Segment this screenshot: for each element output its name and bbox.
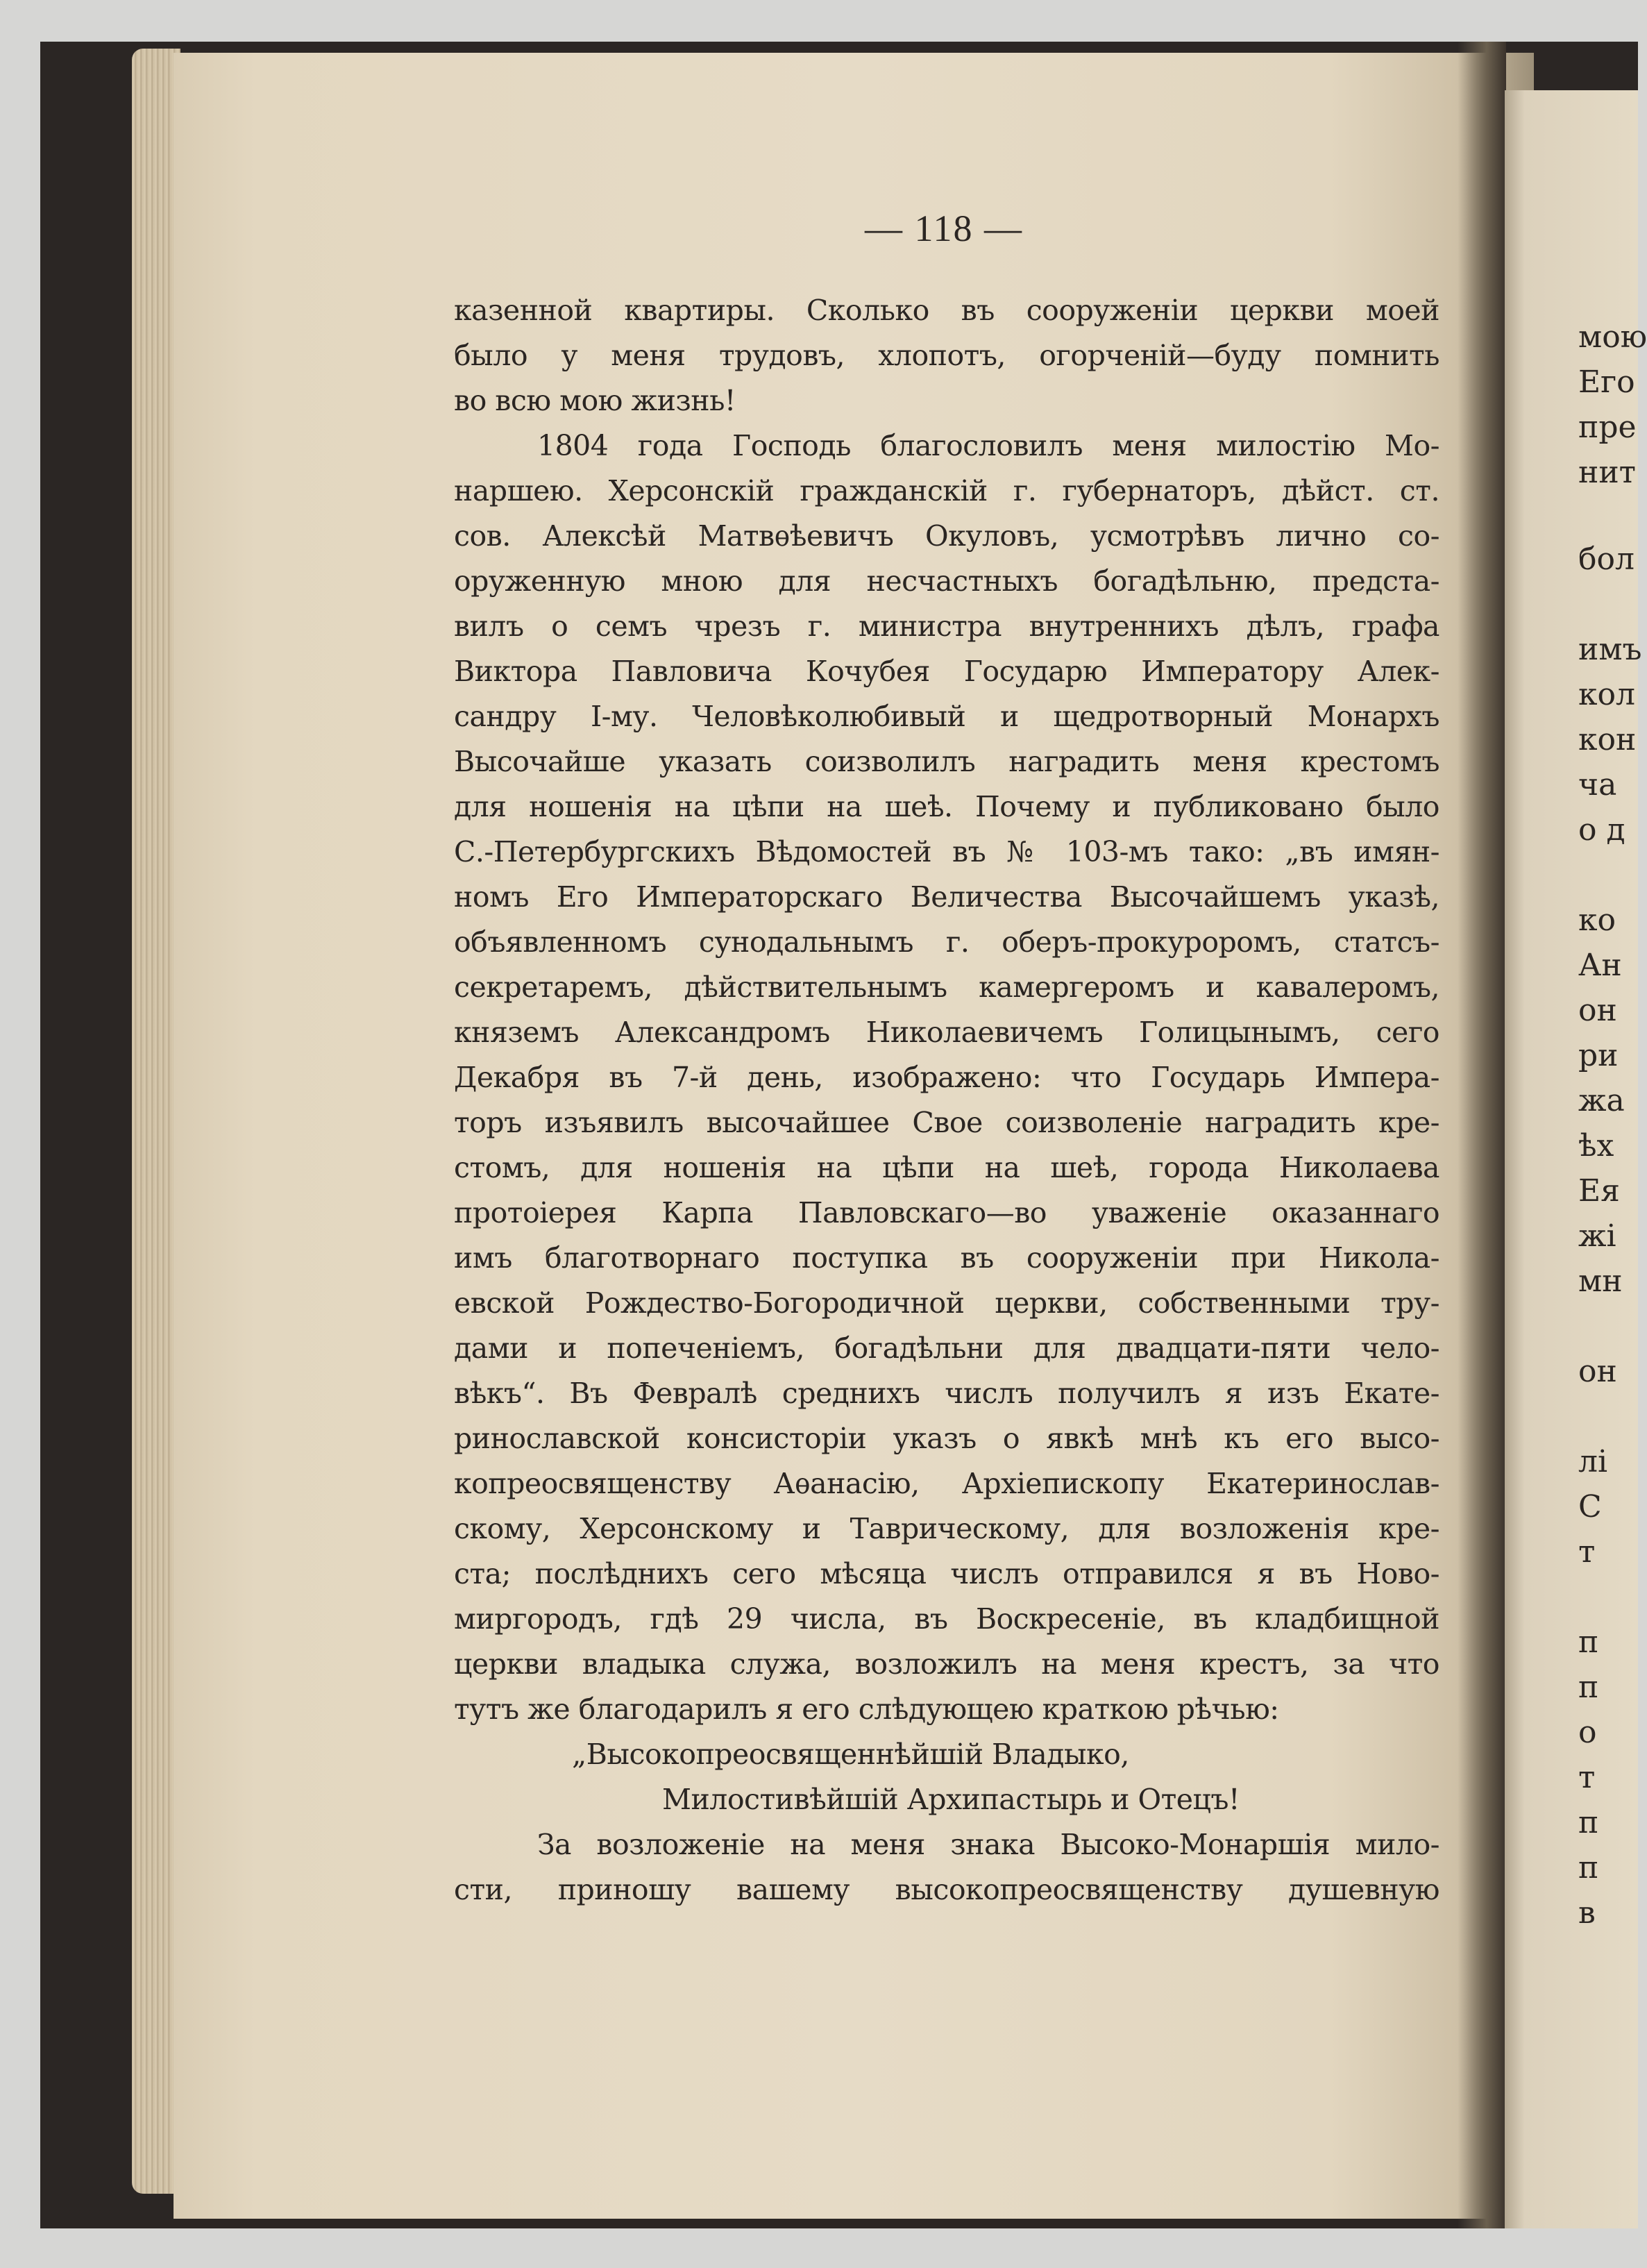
text-line: Виктора Павловича Кочубея Государю Императору Алек- (454, 655, 1439, 688)
text-line: имъ благотворнаго поступка въ сооруженіи при Никола- (454, 1241, 1439, 1275)
next-page-fragment: Его (1578, 364, 1635, 400)
next-page-fragment: он (1578, 1354, 1617, 1389)
text-line: миргородъ, гдѣ 29 числа, въ Воскресеніе, въ кладбищной (454, 1602, 1439, 1636)
text-line: секретаремъ, дѣйствительнымъ камергеромъ и кавалеромъ, (454, 971, 1439, 1004)
verse-line: „Высокопреосвященнѣйшій Владыко, (572, 1738, 1129, 1771)
next-page-fragment: т (1578, 1534, 1596, 1570)
text-line: стомъ, для ношенія на цѣпи на шеѣ, города Николаева (454, 1151, 1439, 1184)
next-page-fragment: кол (1578, 677, 1635, 712)
next-page-fragment: ко (1578, 902, 1616, 938)
text-line: наршею. Херсонскій гражданскій г. губернаторъ, дѣйст. ст. (454, 474, 1439, 507)
text-line: казенной квартиры. Сколько въ сооруженіи церкви моей (454, 294, 1439, 327)
text-line: евской Рождество-Богородичной церкви, собственными тру- (454, 1286, 1439, 1320)
text-line: сти, приношу вашему высокопреосвященству душевную (454, 1873, 1439, 1906)
text-line: было у меня трудовъ, хлопотъ, огорченій—буду помнить (454, 339, 1439, 372)
next-page-fragment: имъ (1578, 632, 1642, 667)
next-page-fragment: кон (1578, 722, 1637, 757)
next-page-fragment: о д (1578, 812, 1625, 848)
next-page-edge (1505, 90, 1647, 2228)
text-line: княземъ Александромъ Николаевичемъ Голицынымъ, сего (454, 1016, 1439, 1049)
next-page-fragment: в (1578, 1895, 1596, 1931)
page-text (454, 288, 1439, 1913)
next-page-fragment: мою (1578, 319, 1647, 355)
book-gutter (1458, 42, 1506, 2228)
text-line: протоіерея Карпа Павловскаго—во уваженіе оказаннаго (454, 1196, 1439, 1229)
next-page-fragment: С (1578, 1489, 1602, 1524)
text-line: ринославской консисторіи указъ о явкѣ мнѣ къ его высо- (454, 1422, 1439, 1455)
next-page-fragment: жі (1578, 1218, 1616, 1254)
next-page-fragment: п (1578, 1624, 1599, 1660)
text-line: 1804 года Господь благословилъ меня милостію Мо- (537, 429, 1439, 462)
next-page-fragment: п (1578, 1805, 1599, 1840)
next-page-fragment: о (1578, 1715, 1597, 1750)
text-line: вѣкъ“. Въ Февралѣ среднихъ числъ получилъ я изъ Екате- (454, 1377, 1439, 1410)
text-line: С.-Петербургскихъ Вѣдомостей въ № 103-мъ тако: „въ имян- (454, 835, 1439, 868)
next-page-fragment: ча (1578, 767, 1617, 803)
next-page-fragment: бол (1578, 541, 1635, 577)
text-line: сандру I-му. Человѣколюбивый и щедротворный Монархъ (454, 700, 1439, 733)
text-line: объявленномъ сунодальнымъ г. оберъ-прокуроромъ, статсъ- (454, 925, 1439, 959)
next-page-fragment: мн (1578, 1263, 1623, 1299)
text-line: копреосвященству Аѳанасію, Архіепископу Екатеринослав- (454, 1467, 1439, 1500)
next-page-fragment: лі (1578, 1444, 1608, 1479)
text-line: тутъ же благодарилъ я его слѣдующею краткою рѣчью: (454, 1692, 1279, 1726)
next-page-fragment: ѣх (1578, 1128, 1614, 1164)
next-page-fragment: он (1578, 993, 1617, 1028)
text-line: церкви владыка служа, возложилъ на меня крестъ, за что (454, 1647, 1439, 1681)
next-page-fragment: жа (1578, 1083, 1625, 1118)
verse-line: Милостивѣйшій Архипастырь и Отецъ! (662, 1783, 1240, 1816)
text-line: во всю мою жизнь! (454, 384, 736, 417)
text-line: скому, Херсонскому и Таврическому, для возложенія кре- (454, 1512, 1439, 1545)
page-number: — 118 — (865, 208, 1023, 249)
next-page-fragment: Ея (1578, 1173, 1620, 1209)
next-page-fragment: Ан (1578, 948, 1622, 983)
text-line: дами и попеченіемъ, богадѣльни для двадцати-пяти чело- (454, 1332, 1439, 1365)
text-line: номъ Его Императорскаго Величества Высочайшемъ указѣ, (454, 880, 1439, 914)
text-line: ста; послѣднихъ сего мѣсяца числъ отправился я въ Ново- (454, 1557, 1439, 1590)
text-line: торъ изъявилъ высочайшее Свое соизволеніе наградить кре- (454, 1106, 1439, 1139)
next-page-fragment: п (1578, 1670, 1599, 1705)
text-line: оруженную мною для несчастныхъ богадѣльню, предста- (454, 564, 1439, 598)
text-line: для ношенія на цѣпи на шеѣ. Почему и публиковано было (454, 790, 1439, 823)
text-line: За возложеніе на меня знака Высоко-Монаршія мило- (537, 1828, 1439, 1861)
next-page-fragment: т (1578, 1760, 1596, 1795)
next-page-fragment: пре (1578, 410, 1637, 445)
next-page-fragment: п (1578, 1850, 1599, 1885)
next-page-fragment: ри (1578, 1038, 1619, 1073)
text-line: сов. Алексѣй Матвѳѣевичъ Окуловъ, усмотрѣвъ лично со- (454, 519, 1439, 553)
next-page-fragment: нит (1578, 455, 1636, 490)
text-line: вилъ о семъ чрезъ г. министра внутреннихъ дѣлъ, графа (454, 610, 1439, 643)
text-line: Высочайше указать соизволилъ наградить меня крестомъ (454, 745, 1439, 778)
text-line: Декабря въ 7-й день, изображено: что Государь Импера- (454, 1061, 1439, 1094)
